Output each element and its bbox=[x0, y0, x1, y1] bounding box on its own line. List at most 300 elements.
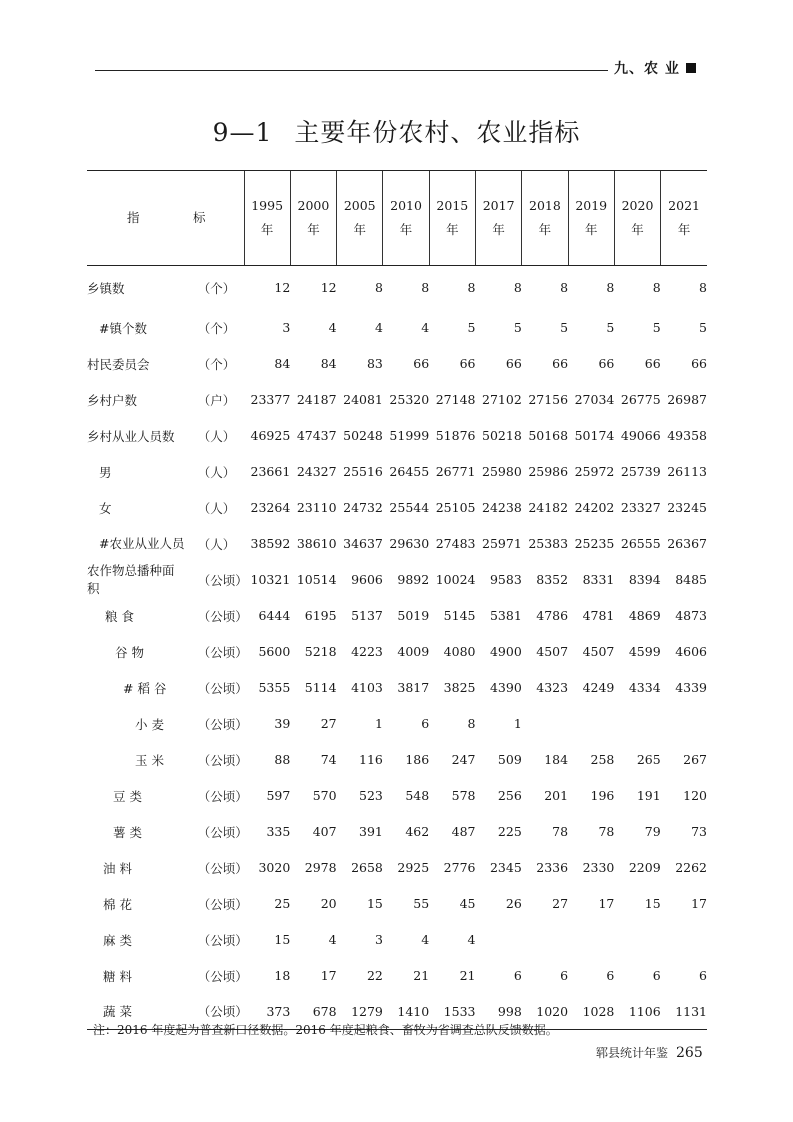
value-cell: 5 bbox=[606, 320, 615, 335]
header-rule bbox=[95, 70, 608, 71]
section-label bbox=[614, 58, 696, 78]
value-cell: 50218 bbox=[482, 428, 522, 443]
unit: （个） bbox=[197, 280, 236, 296]
value-cell: 25544 bbox=[389, 500, 430, 515]
value-cell: 38592 bbox=[250, 536, 291, 551]
value-cell: 50168 bbox=[528, 428, 569, 443]
value-cell: 73 bbox=[691, 824, 707, 839]
value-cell: 201 bbox=[544, 788, 569, 803]
value-cell: 18 bbox=[274, 968, 291, 983]
value-cell: 17 bbox=[691, 896, 707, 911]
table-title: 主要年份农村、农业指标 bbox=[294, 118, 581, 147]
year-suffix: 年 bbox=[307, 222, 320, 237]
value-cell bbox=[614, 706, 660, 742]
table-row bbox=[87, 562, 707, 598]
agriculture-table bbox=[87, 170, 707, 1030]
value-cell: 84 bbox=[320, 356, 337, 371]
value-cell: 66 bbox=[691, 356, 707, 371]
value-cell: 2776 bbox=[443, 860, 476, 875]
indicator-name-text: 村民委员会 bbox=[87, 356, 150, 372]
value-cell: 84 bbox=[274, 356, 291, 371]
value-cell: 23110 bbox=[296, 500, 337, 515]
value-cell: 4 bbox=[374, 320, 383, 335]
value-cell: 25980 bbox=[482, 464, 522, 479]
table-row bbox=[87, 598, 707, 634]
value-cell: 4 bbox=[328, 932, 337, 947]
value-cell: 29630 bbox=[389, 536, 430, 551]
year-header bbox=[337, 171, 383, 266]
value-cell: 21 bbox=[459, 968, 476, 983]
value-cell: 5600 bbox=[258, 644, 291, 659]
footnote: 注：2016 年度起为普查新口径数据。2016 年度起粮食、畜牧为省调查总队反馈数据。 bbox=[93, 1023, 558, 1037]
indicator-name bbox=[87, 346, 198, 382]
table-row bbox=[87, 526, 707, 562]
value-cell: 8 bbox=[606, 280, 615, 296]
unit: （个） bbox=[197, 320, 236, 336]
indicator-name-text: 麻 类 bbox=[103, 932, 132, 948]
value-cell: 335 bbox=[266, 824, 291, 839]
value-cell: 6 bbox=[606, 968, 615, 983]
indicator-name-text: 乡村从业人员数 bbox=[87, 428, 175, 444]
value-cell: 2978 bbox=[304, 860, 337, 875]
value-cell: 34637 bbox=[343, 536, 383, 551]
table-row bbox=[87, 454, 707, 490]
table-row bbox=[87, 670, 707, 706]
value-cell: 24202 bbox=[574, 500, 615, 515]
year-number: 2021 bbox=[668, 198, 700, 213]
value-cell: 22 bbox=[366, 968, 383, 983]
value-cell: 5381 bbox=[489, 608, 522, 623]
value-cell: 25516 bbox=[343, 464, 383, 479]
value-cell: 4900 bbox=[489, 644, 522, 659]
table-row bbox=[87, 310, 707, 346]
unit: （公顷） bbox=[197, 572, 248, 588]
value-cell: 4606 bbox=[675, 644, 707, 659]
value-cell: 6 bbox=[652, 968, 661, 983]
value-cell: 26771 bbox=[435, 464, 476, 479]
indicator-name bbox=[87, 958, 198, 994]
value-cell: 5 bbox=[652, 320, 661, 335]
value-cell: 25383 bbox=[528, 536, 569, 551]
year-number: 2017 bbox=[482, 198, 515, 213]
value-cell: 8 bbox=[467, 280, 476, 296]
indicator-name-text: 糖 料 bbox=[103, 968, 132, 984]
value-cell: 184 bbox=[544, 752, 569, 767]
indicator-name-text: 粮 食 bbox=[105, 608, 134, 624]
indicator-name bbox=[87, 706, 198, 742]
value-cell: 5145 bbox=[443, 608, 476, 623]
value-cell: 186 bbox=[405, 752, 430, 767]
value-cell: 25 bbox=[274, 896, 291, 911]
value-cell: 47437 bbox=[296, 428, 337, 443]
table-row bbox=[87, 490, 707, 526]
unit: （公顷） bbox=[197, 932, 248, 948]
unit: （公顷） bbox=[197, 896, 248, 912]
indicator-name bbox=[87, 310, 198, 346]
value-cell: 66 bbox=[598, 356, 615, 371]
table-row bbox=[87, 814, 707, 850]
value-cell: 3 bbox=[374, 932, 383, 947]
page-title bbox=[0, 113, 793, 149]
value-cell: 487 bbox=[451, 824, 476, 839]
value-cell bbox=[568, 706, 614, 742]
year-suffix: 年 bbox=[446, 222, 459, 237]
value-cell: 391 bbox=[359, 824, 383, 839]
year-header bbox=[475, 171, 521, 266]
value-cell: 4009 bbox=[397, 644, 430, 659]
value-cell: 1020 bbox=[522, 994, 568, 1030]
value-cell: 4873 bbox=[675, 608, 707, 623]
value-cell: 3817 bbox=[397, 680, 430, 695]
indicator-name bbox=[87, 850, 198, 886]
year-header bbox=[290, 171, 336, 266]
value-cell: 8331 bbox=[582, 572, 615, 587]
table-header-row bbox=[87, 171, 707, 266]
table-row bbox=[87, 418, 707, 454]
value-cell: 50248 bbox=[343, 428, 383, 443]
indicator-name bbox=[87, 814, 198, 850]
value-cell: 78 bbox=[598, 824, 615, 839]
value-cell: 79 bbox=[644, 824, 661, 839]
value-cell: 24327 bbox=[296, 464, 337, 479]
table-row bbox=[87, 382, 707, 418]
value-cell: 4249 bbox=[582, 680, 615, 695]
indicator-name bbox=[87, 266, 198, 310]
value-cell: 4080 bbox=[443, 644, 476, 659]
value-cell: 12 bbox=[320, 280, 337, 296]
value-cell: 120 bbox=[683, 788, 707, 803]
value-cell: 8485 bbox=[675, 572, 707, 587]
indicator-header-left: 指 bbox=[127, 210, 140, 225]
indicator-name-text: 小 麦 bbox=[135, 716, 164, 732]
value-cell: 4103 bbox=[351, 680, 383, 695]
indicator-name bbox=[87, 526, 198, 562]
indicator-name bbox=[87, 778, 198, 814]
value-cell: 24732 bbox=[343, 500, 383, 515]
value-cell: 66 bbox=[505, 356, 522, 371]
value-cell: 597 bbox=[266, 788, 291, 803]
year-header bbox=[568, 171, 614, 266]
value-cell: 15 bbox=[644, 896, 661, 911]
value-cell bbox=[522, 922, 568, 958]
unit: （个） bbox=[197, 356, 236, 372]
value-cell: 8 bbox=[513, 280, 522, 296]
value-cell: 10514 bbox=[296, 572, 337, 587]
indicator-name bbox=[87, 886, 198, 922]
value-cell: 407 bbox=[312, 824, 337, 839]
value-cell: 66 bbox=[459, 356, 476, 371]
indicator-name-text: #农业从业人员 bbox=[99, 535, 185, 551]
page-footer bbox=[596, 1044, 703, 1061]
value-cell: 21 bbox=[413, 968, 430, 983]
indicator-name bbox=[87, 634, 198, 670]
table-row bbox=[87, 742, 707, 778]
table-row bbox=[87, 886, 707, 922]
value-cell: 1131 bbox=[661, 994, 707, 1030]
value-cell: 25320 bbox=[389, 392, 430, 407]
indicator-name-text: 油 料 bbox=[103, 860, 132, 876]
value-cell: 5218 bbox=[304, 644, 337, 659]
value-cell: 8 bbox=[699, 280, 707, 296]
year-suffix: 年 bbox=[399, 222, 413, 237]
unit: （公顷） bbox=[197, 608, 248, 624]
indicator-name bbox=[87, 562, 198, 598]
value-cell: 83 bbox=[366, 356, 383, 371]
indicator-name bbox=[87, 598, 198, 634]
value-cell: 5019 bbox=[397, 608, 430, 623]
value-cell: 6444 bbox=[258, 608, 291, 623]
value-cell: 26775 bbox=[620, 392, 661, 407]
value-cell bbox=[475, 922, 521, 958]
year-suffix: 年 bbox=[538, 222, 552, 237]
unit: （公顷） bbox=[197, 824, 248, 840]
indicator-name-text: 乡镇数 bbox=[87, 280, 125, 296]
value-cell: 51999 bbox=[389, 428, 430, 443]
value-cell: 9892 bbox=[397, 572, 430, 587]
indicator-name bbox=[87, 490, 198, 526]
year-number: 2015 bbox=[436, 198, 469, 213]
value-cell: 5 bbox=[513, 320, 522, 335]
value-cell: 8394 bbox=[628, 572, 661, 587]
value-cell: 1410 bbox=[383, 994, 429, 1030]
value-cell: 8 bbox=[560, 280, 569, 296]
value-cell: 25972 bbox=[574, 464, 615, 479]
year-number: 2010 bbox=[390, 198, 422, 213]
value-cell: 5 bbox=[560, 320, 569, 335]
unit: （公顷） bbox=[197, 788, 248, 804]
year-number: 2019 bbox=[575, 198, 608, 213]
value-cell: 462 bbox=[405, 824, 430, 839]
value-cell: 24238 bbox=[482, 500, 522, 515]
year-header bbox=[614, 171, 660, 266]
value-cell: 2209 bbox=[628, 860, 661, 875]
value-cell: 23264 bbox=[250, 500, 291, 515]
year-suffix: 年 bbox=[631, 222, 644, 237]
value-cell: 15 bbox=[274, 932, 291, 947]
value-cell: 4339 bbox=[675, 680, 707, 695]
value-cell: 51876 bbox=[435, 428, 476, 443]
value-cell: 9606 bbox=[351, 572, 383, 587]
value-cell: 3825 bbox=[443, 680, 476, 695]
value-cell: 247 bbox=[451, 752, 476, 767]
value-cell: 24182 bbox=[528, 500, 569, 515]
value-cell: 6 bbox=[699, 968, 707, 983]
value-cell: 2925 bbox=[397, 860, 430, 875]
value-cell: 570 bbox=[312, 788, 337, 803]
value-cell: 17 bbox=[320, 968, 337, 983]
indicator-name bbox=[87, 670, 198, 706]
value-cell: 27148 bbox=[435, 392, 476, 407]
value-cell: 3 bbox=[282, 320, 291, 335]
value-cell: 26113 bbox=[667, 464, 707, 479]
value-cell: 17 bbox=[598, 896, 615, 911]
indicator-name-text: # 稻 谷 bbox=[123, 680, 167, 696]
table-row bbox=[87, 706, 707, 742]
value-cell: 88 bbox=[274, 752, 291, 767]
year-number: 2005 bbox=[343, 198, 376, 213]
table-row bbox=[87, 778, 707, 814]
indicator-name-text: 乡村户数 bbox=[87, 392, 138, 408]
value-cell: 25971 bbox=[482, 536, 522, 551]
value-cell: 6 bbox=[560, 968, 569, 983]
value-cell: 4 bbox=[421, 320, 430, 335]
year-suffix: 年 bbox=[260, 222, 274, 237]
value-cell: 6 bbox=[421, 716, 430, 731]
value-cell: 8352 bbox=[536, 572, 569, 587]
table-row bbox=[87, 958, 707, 994]
unit: （公顷） bbox=[197, 716, 248, 732]
value-cell: 49358 bbox=[667, 428, 707, 443]
indicator-name bbox=[87, 922, 198, 958]
value-cell: 225 bbox=[497, 824, 522, 839]
value-cell: 1 bbox=[374, 716, 383, 731]
value-cell: 5137 bbox=[351, 608, 383, 623]
value-cell: 196 bbox=[590, 788, 615, 803]
year-suffix: 年 bbox=[353, 222, 366, 237]
unit: （人） bbox=[197, 500, 236, 516]
value-cell: 116 bbox=[359, 752, 383, 767]
value-cell: 4507 bbox=[582, 644, 615, 659]
indicator-name-text: 谷 物 bbox=[115, 644, 144, 660]
indicator-header bbox=[87, 171, 244, 266]
value-cell: 27102 bbox=[482, 392, 522, 407]
indicator-name-text: 玉 米 bbox=[135, 752, 164, 768]
value-cell: 256 bbox=[497, 788, 522, 803]
value-cell: 55 bbox=[413, 896, 430, 911]
value-cell: 8 bbox=[374, 280, 383, 296]
value-cell: 78 bbox=[552, 824, 569, 839]
value-cell bbox=[661, 706, 707, 742]
table-row bbox=[87, 266, 707, 310]
indicator-name-text: 棉 花 bbox=[103, 896, 132, 912]
year-suffix: 年 bbox=[677, 222, 691, 237]
value-cell: 25105 bbox=[435, 500, 476, 515]
value-cell: 24187 bbox=[296, 392, 337, 407]
value-cell: 10024 bbox=[435, 572, 476, 587]
value-cell: 23661 bbox=[250, 464, 291, 479]
value-cell: 523 bbox=[359, 788, 383, 803]
value-cell: 26987 bbox=[667, 392, 707, 407]
value-cell: 66 bbox=[413, 356, 430, 371]
value-cell: 38610 bbox=[296, 536, 337, 551]
indicator-name-text: #镇个数 bbox=[99, 320, 147, 336]
indicator-name-text: 豆 类 bbox=[113, 788, 142, 804]
indicator-name bbox=[87, 454, 198, 490]
table-row bbox=[87, 346, 707, 382]
value-cell: 27 bbox=[552, 896, 569, 911]
value-cell: 26455 bbox=[389, 464, 430, 479]
value-cell: 23377 bbox=[250, 392, 291, 407]
value-cell: 4 bbox=[421, 932, 430, 947]
value-cell: 9583 bbox=[489, 572, 522, 587]
value-cell: 25986 bbox=[528, 464, 569, 479]
value-cell: 258 bbox=[590, 752, 615, 767]
value-cell: 24081 bbox=[343, 392, 383, 407]
value-cell: 8 bbox=[652, 280, 661, 296]
unit: （公顷） bbox=[198, 994, 244, 1030]
value-cell: 191 bbox=[636, 788, 661, 803]
unit: （人） bbox=[197, 464, 236, 480]
value-cell bbox=[661, 922, 707, 958]
value-cell: 46925 bbox=[250, 428, 291, 443]
value-cell: 66 bbox=[552, 356, 569, 371]
unit: （公顷） bbox=[197, 968, 248, 984]
value-cell: 2345 bbox=[489, 860, 522, 875]
value-cell: 1279 bbox=[337, 994, 383, 1030]
year-suffix: 年 bbox=[584, 222, 598, 237]
page-number: 265 bbox=[676, 1045, 703, 1061]
year-header bbox=[383, 171, 429, 266]
indicator-name bbox=[87, 742, 198, 778]
table-row bbox=[87, 922, 707, 958]
indicator-name-text: 男 bbox=[99, 464, 112, 480]
indicator-header-right: 标 bbox=[192, 210, 206, 225]
value-cell: 74 bbox=[320, 752, 337, 767]
value-cell: 4 bbox=[467, 932, 476, 947]
indicator-name-text: 农作物总播种面积 bbox=[87, 562, 175, 596]
value-cell bbox=[614, 922, 660, 958]
year-number: 1995 bbox=[251, 198, 284, 213]
value-cell: 27034 bbox=[574, 392, 615, 407]
value-cell: 265 bbox=[636, 752, 661, 767]
value-cell: 26367 bbox=[667, 536, 707, 551]
indicator-name-text: 女 bbox=[99, 500, 112, 516]
unit: （人） bbox=[197, 428, 236, 444]
value-cell: 66 bbox=[644, 356, 661, 371]
value-cell: 4334 bbox=[628, 680, 661, 695]
section-name: 九、农 业 bbox=[614, 61, 680, 77]
value-cell: 2262 bbox=[675, 860, 707, 875]
value-cell: 27 bbox=[320, 716, 337, 731]
value-cell: 20 bbox=[320, 896, 337, 911]
year-header bbox=[661, 171, 707, 266]
value-cell: 8 bbox=[467, 716, 476, 731]
year-suffix: 年 bbox=[492, 222, 505, 237]
indicator-name-text: 蔬 菜 bbox=[103, 1004, 132, 1020]
year-number: 2000 bbox=[297, 198, 330, 213]
year-header bbox=[522, 171, 568, 266]
value-cell: 509 bbox=[497, 752, 522, 767]
unit: （公顷） bbox=[197, 752, 248, 768]
value-cell: 1533 bbox=[429, 994, 475, 1030]
value-cell: 27156 bbox=[528, 392, 569, 407]
table-body bbox=[87, 266, 707, 1030]
value-cell: 373 bbox=[244, 994, 290, 1030]
table-row bbox=[87, 634, 707, 670]
year-number: 2020 bbox=[621, 198, 654, 213]
value-cell: 1 bbox=[513, 716, 522, 731]
value-cell: 4599 bbox=[628, 644, 661, 659]
section-square-icon bbox=[686, 63, 696, 73]
indicator-name bbox=[87, 418, 198, 454]
value-cell bbox=[568, 922, 614, 958]
value-cell: 678 bbox=[290, 994, 336, 1030]
table-number: 9—1 bbox=[212, 118, 273, 147]
indicator-name bbox=[87, 382, 198, 418]
value-cell: 4390 bbox=[489, 680, 522, 695]
value-cell: 4781 bbox=[582, 608, 615, 623]
value-cell: 12 bbox=[274, 280, 291, 296]
unit: （公顷） bbox=[197, 680, 248, 696]
value-cell: 2336 bbox=[536, 860, 569, 875]
value-cell: 26555 bbox=[620, 536, 661, 551]
value-cell: 4507 bbox=[536, 644, 569, 659]
value-cell: 25739 bbox=[620, 464, 661, 479]
value-cell: 5 bbox=[699, 320, 707, 335]
unit: （公顷） bbox=[197, 860, 248, 876]
unit: （户） bbox=[197, 392, 236, 408]
year-number: 2018 bbox=[529, 198, 561, 213]
